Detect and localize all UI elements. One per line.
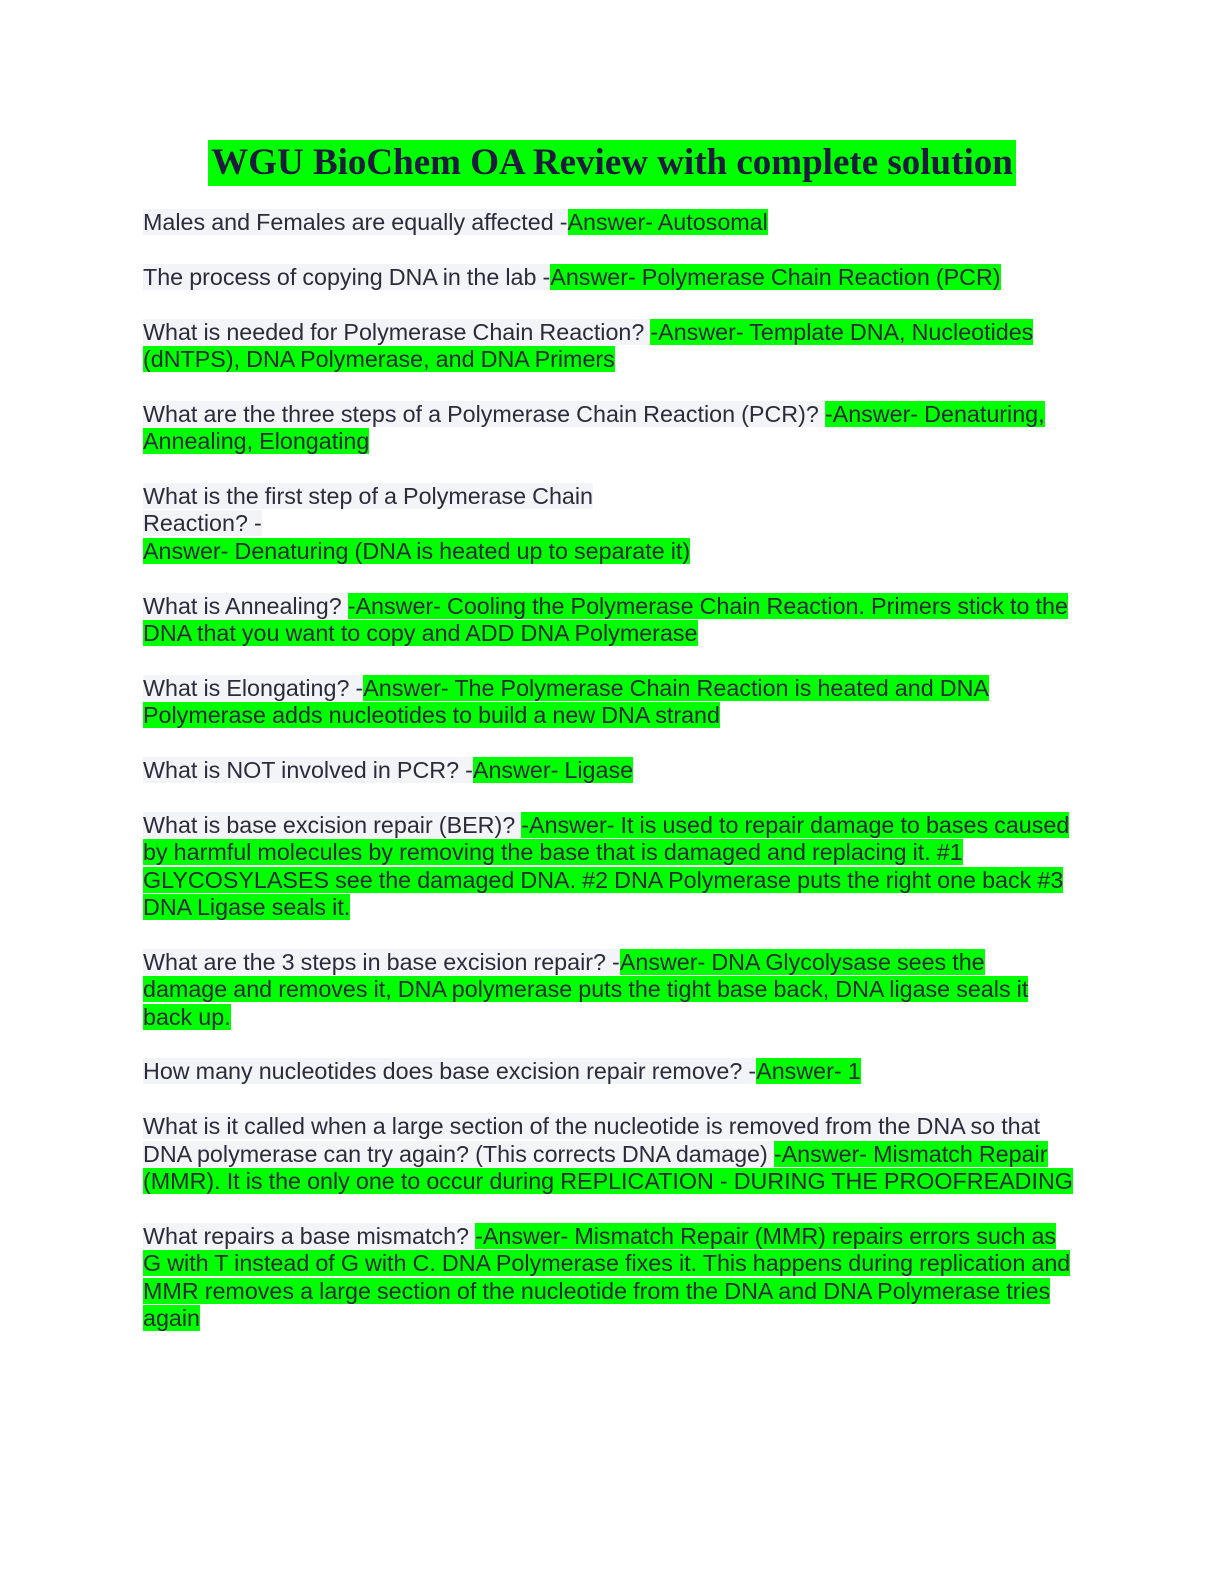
qa-item (143, 319, 1073, 374)
question-text: What is Annealing? (143, 592, 348, 619)
qa-item (143, 264, 1073, 291)
qa-item (143, 1223, 1073, 1333)
qa-item (143, 757, 1073, 784)
qa-item (143, 483, 691, 565)
qa-item (143, 949, 1073, 1031)
qa-item (143, 1058, 1073, 1085)
question-text: How many nucleotides does base excision repair remove? - (143, 1058, 757, 1085)
qa-item (143, 1113, 1073, 1195)
question-text: What are the three steps of a Polymerase Chain Reaction (PCR)? (143, 400, 825, 427)
answer-text: -Answer- Cooling the Polymerase Chain Reaction. Primers stick to the DNA that you want to copy and ADD DNA Polymerase (143, 592, 1068, 647)
question-text: What is the first step of a Polymerase Chain Reaction? - (143, 483, 593, 537)
question-text: What is NOT involved in PCR? - (143, 757, 473, 784)
qa-item (143, 401, 1073, 456)
question-text: Males and Females are equally affected - (143, 209, 568, 235)
qa-item (143, 593, 1073, 648)
qa-item (143, 812, 1073, 922)
answer-text: -Answer- Template DNA, Nucleotides (dNTPS), DNA Polymerase, and DNA Primers (143, 318, 1034, 372)
question-text: The process of copying DNA in the lab - (143, 263, 551, 290)
document-title: WGU BioChem OA Review with complete solution (208, 140, 1016, 186)
answer-text: -Answer- Mismatch Repair (MMR) repairs errors such as G with T instead of G with C. DNA Polymerase fixes it. This happens during replication and MMR removes a large section of the nucleotide from the DNA and DNA Polymerase tries again (143, 1222, 1071, 1332)
question-text: What is needed for Polymerase Chain Reaction? (143, 318, 651, 345)
title-container (0, 140, 1224, 186)
question-text: What is it called when a large section of the nucleotide is removed from the DNA so that DNA polymerase can try again? (This corrects DNA damage) (143, 1113, 1041, 1167)
answer-text: Answer- 1 (756, 1058, 861, 1085)
question-text: What is base excision repair (BER)? (143, 811, 522, 838)
answer-text: Answer- The Polymerase Chain Reaction is heated and DNA Polymerase adds nucleotides to build a new DNA strand (143, 674, 989, 729)
question-text: What are the 3 steps in base excision repair? - (143, 948, 620, 975)
question-text: What is Elongating? - (143, 674, 364, 701)
answer-text: Answer- Ligase (472, 757, 634, 784)
answer-text: -Answer- Mismatch Repair (MMR). It is the only one to occur during REPLICATION - DURING THE PROOFREADING (143, 1140, 1073, 1195)
question-text: What repairs a base mismatch? (143, 1222, 476, 1249)
answer-text: Answer- DNA Glycolysase sees the damage and removes it, DNA polymerase puts the tight base back, DNA ligase seals it back up. (143, 948, 1029, 1030)
answer-text: Answer- Denaturing (DNA is heated up to separate it) (143, 537, 691, 564)
answer-text: Answer- Polymerase Chain Reaction (PCR) (550, 263, 1001, 290)
qa-list (143, 209, 1073, 1360)
qa-item (143, 209, 1073, 236)
answer-text: -Answer- It is used to repair damage to bases caused by harmful molecules by removing the base that is damaged and replacing it. #1 GLYCOSYLASES see the damaged DNA. #2 DNA Polymerase puts the right one back #3 DNA Ligase seals it. (143, 811, 1070, 921)
answer-text: -Answer- Denaturing, Annealing, Elongating (143, 400, 1045, 455)
answer-text: Answer- Autosomal (567, 209, 768, 235)
qa-item (143, 675, 1073, 730)
